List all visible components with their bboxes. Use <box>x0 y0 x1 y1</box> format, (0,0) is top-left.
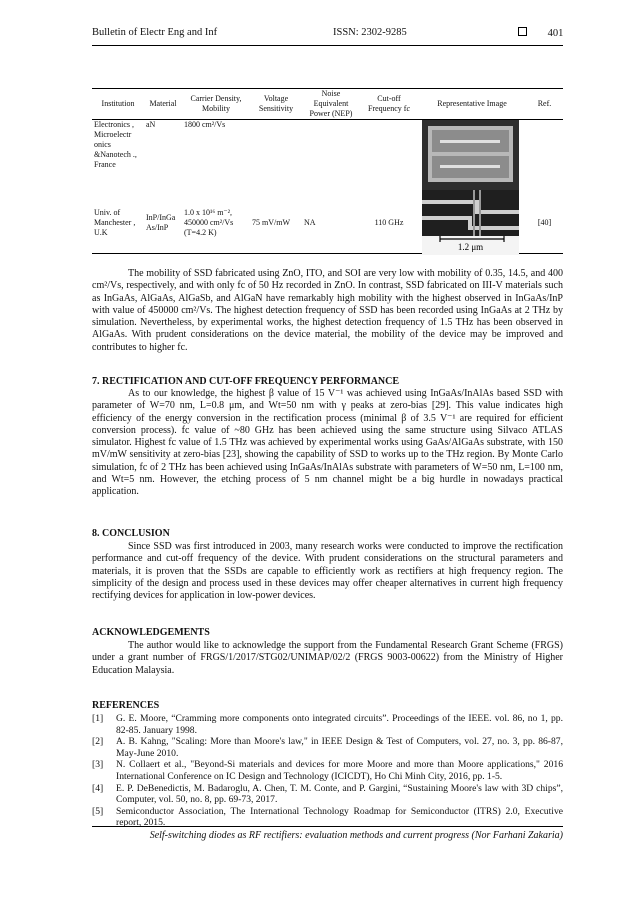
paragraph-mobility: The mobility of SSD fabricated using ZnO, ITO, and SOI are very low with mobility of 0.35, 14.5, and 400 cm²/Vs, respectively, and with only fc of 50 Hz recorded in ZnO. In contrast, SSD fabricated on III-V materials such as InGaAs, AlGaAs, AlGaSb, and AlGaN have remarkably high mobility with the highest observed in InGaAs/InP with value of 450000 cm²/Vs. The highest detection frequency of SSD has been recorded using InGaAs at 2 THz by simulation. Nevertheless, by experimental works, the highest detection frequency of 1.5 THz has been observed in AlGaAs. With prudent considerations on the device material, the mobility of the device may be improved and contributes to higher fc. <box>92 268 563 353</box>
sem-micrograph-image <box>422 120 519 255</box>
table-row <box>92 194 563 254</box>
references-heading: REFERENCES <box>92 700 160 711</box>
section-8-heading: 8. CONCLUSION <box>92 528 170 539</box>
paragraph-rectification: As to our knowledge, the highest β value of 15 V⁻¹ was achieved using InGaAs/InAlAs based SSD with parameter of W=70 nm, L=0.8 μm, and Wt=50 nm with γ peaks at zero-bias [29]. This value indicates high efficiency of the energy conversion in the rectification process (minimal β of 3.5 V⁻¹ are required for efficient conversion process). fc value of ~80 GHz has been achieved using the same structure using Silvaco ATLAS simulator. Highest fc value of 1.5 THz was achieved by experimental works using GaAs/AlGaAs substrate, with 150 mV/mW sensitivity at zero-bias [23], showing the capability of SSD to works up to the THz region. By Monte Carlo simulation, fc of 2 THz has been achieved using InGaAs/InAlAs substrate with parameters of W=50 nm, L=100 nm, and Wt=5 nm. However, the etching process of 5 nm channel might be a big hurdle in nowadays practical application. <box>92 388 563 498</box>
col-nep: Noise Equivalent Power (NEP) <box>302 89 360 120</box>
reference-item: [2] A. B. Kahng, "Scaling: More than Moore's law," in IEEE Design & Test of Computers, vol. 27, no. 3, pp. 86-87, May-June 2010. <box>92 736 563 759</box>
cell-institution: Univ. of Manchester , U.K <box>92 194 144 254</box>
reference-item: [1] G. E. Moore, “Cramming more components onto integrated circuits”. Proceedings of the IEEE. vol. 86, no 1, pp. 82-85. January 1998. <box>92 713 563 736</box>
checkbox-square-icon <box>518 27 527 36</box>
col-frequency: Cut-off Frequency fc <box>360 89 418 120</box>
col-material: Material <box>144 89 182 120</box>
scale-bar-label: 1.2 μm <box>457 241 484 252</box>
cell-nep: NA <box>302 194 360 254</box>
cell-institution: Electronics , Microelectr onics &Nanotech ., France <box>94 120 137 169</box>
col-voltage: Voltage Sensitivity <box>250 89 302 120</box>
paragraph-conclusion: Since SSD was first introduced in 2003, many research works were conducted to improve the rectification performance and cut-off frequency of the device. With prudent considerations on the structural parameters and materials, it is proven that the SSDs are capable to efficiently work as rectifiers at high frequency region. The simplicity of the design and process used in these devices may offer cheaper alternatives in current high frequency rectifying devices for application in low-power devices. <box>92 541 563 602</box>
journal-name: Bulletin of Electr Eng and Inf <box>92 27 218 38</box>
reference-item: [3] N. Collaert et al., "Beyond-Si materials and devices for more Moore and more than Moore applications," 2016 International Conference on IC Design and Technology (ICICDT), Ho Chi Minh City, 2016, pp. 1-5. <box>92 759 563 782</box>
running-footer: Self-switching diodes as RF rectifiers: evaluation methods and current progress (Nor Farhani Zakaria) <box>149 830 563 841</box>
cell-frequency: 110 GHz <box>360 194 418 254</box>
footer-rule <box>92 826 563 827</box>
col-ref: Ref. <box>526 89 563 120</box>
col-institution: Institution <box>92 89 144 120</box>
col-density: Carrier Density, Mobility <box>182 89 250 120</box>
reference-item: [5] Semiconductor Association, The International Technology Roadmap for Semiconductor (ITRS) 2.0, Executive report, 2015. <box>92 805 563 829</box>
cell-ref: [40] <box>526 194 563 254</box>
col-image: Representative Image <box>418 89 526 120</box>
cell-density: 1800 cm²/Vs <box>184 120 226 129</box>
cell-material: aN <box>146 120 156 129</box>
section-7-heading: 7. RECTIFICATION AND CUT-OFF FREQUENCY PERFORMANCE <box>92 376 400 387</box>
header-rule <box>92 45 563 46</box>
issn: ISSN: 2302-9285 <box>333 27 407 38</box>
cell-density: 1.0 x 10¹⁶ m⁻², 450000 cm²/Vs (T=4.2 K) <box>182 194 250 254</box>
cell-voltage: 75 mV/mW <box>250 194 302 254</box>
paragraph-acknowledgements: The author would like to acknowledge the support from the Fundamental Research Grant Scheme (FRGS) under a grant number of FRGS/1/2017/STG02/UNIMAP/02/2 (FRGS 9003-00622) from the Ministry of Higher Education Malaysia. <box>92 640 563 676</box>
cell-material: InP/InGa As/InP <box>144 194 182 254</box>
acknowledgements-heading: ACKNOWLEDGEMENTS <box>92 627 210 638</box>
page-number: 401 <box>547 28 564 39</box>
page-number-block <box>518 27 563 39</box>
table-header-row <box>92 89 563 120</box>
reference-item: [4] E. P. DeBenedictis, M. Badaroglu, A. Chen, T. M. Conte, and P. Gargini, “Sustaining Moore's law with 3D chips”, Computer, vol. 50, no. 8, pp. 69-73, 2017. <box>92 782 563 806</box>
comparison-table <box>92 88 563 254</box>
cell-image <box>418 194 526 254</box>
reference-list <box>92 713 563 829</box>
